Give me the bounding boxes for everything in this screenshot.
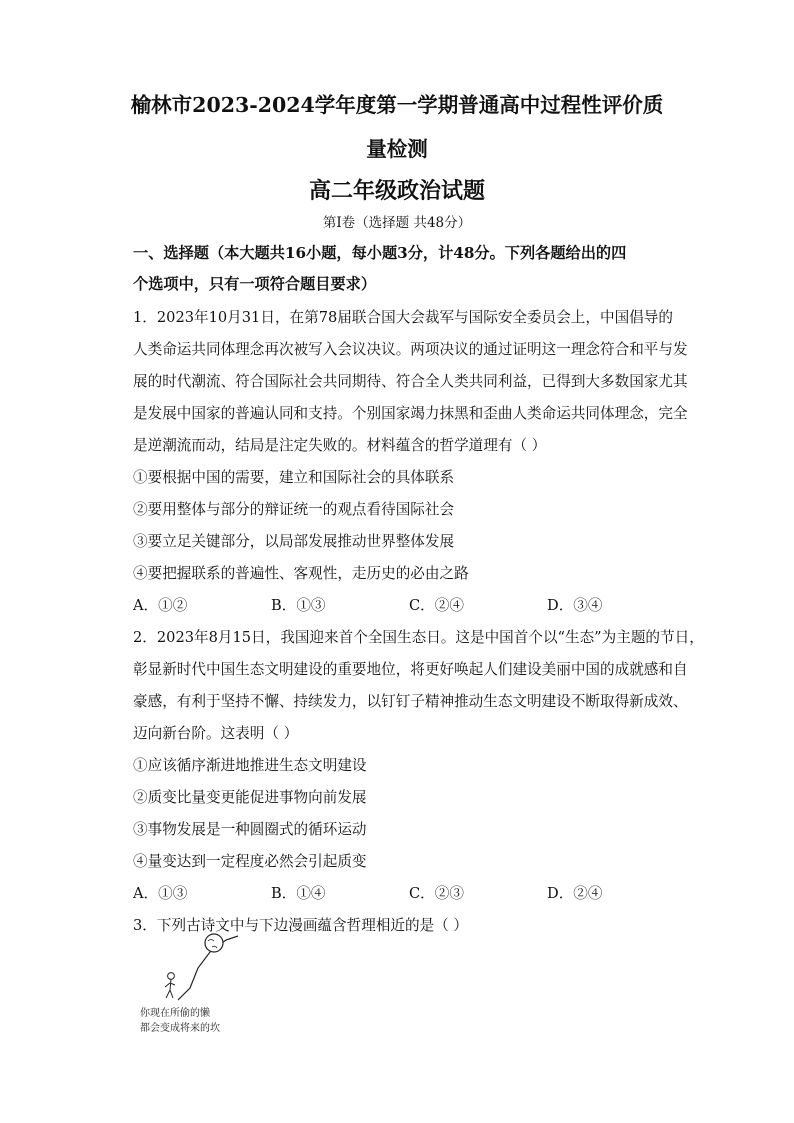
q2-option-c[interactable]: C．②③ xyxy=(409,885,464,902)
q1-item: ②要用整体与部分的辩证统一的观点看待国际社会 xyxy=(133,501,455,518)
q2-option-d[interactable]: D．②④ xyxy=(547,885,603,902)
q1-item: ④要把握联系的普遍性、客观性，走历史的必由之路 xyxy=(133,565,469,582)
q2-option-b[interactable]: B．①④ xyxy=(271,885,326,902)
q3-stem: 3．下列古诗文中与下边漫画蕴含哲理相近的是（ ） xyxy=(133,917,468,934)
instructions-line2: 个选项中，只有一项符合题目要求） xyxy=(133,275,376,293)
q2-stem-line: 迈向新台阶。这表明（ ） xyxy=(133,725,299,742)
q1-stem-line: 1．2023年10月31日，在第78届联合国大会裁军与国际安全委员会上，中国倡导的 xyxy=(133,309,673,326)
instructions-line1: 一、选择题（本大题共16小题，每小题3分，计48分。下列各题给出的四 xyxy=(133,244,627,262)
q1-option-d[interactable]: D．③④ xyxy=(547,597,603,614)
comic-caption-line1: 你现在所偷的懒 xyxy=(140,1008,210,1019)
q1-stem-line: 是逆潮流而动，结局是注定失败的。材料蕴含的哲学道理有（ ） xyxy=(133,437,547,454)
comic-illustration xyxy=(138,928,248,1038)
exam-title-line1: 榆林市2023-2024学年度第一学期普通高中过程性评价质 xyxy=(130,93,664,117)
q1-item: ①要根据中国的需要，建立和国际社会的具体联系 xyxy=(133,469,455,486)
section-note: 第Ⅰ卷（选择题 共48分） xyxy=(322,215,472,231)
q1-stem-line: 人类命运共同体理念再次被写入会议决议。两项决议的通过证明这一理念符合和平与发 xyxy=(133,341,688,358)
q2-stem-line: 彰显新时代中国生态文明建设的重要地位，将更好唤起人们建设美丽中国的成就感和自 xyxy=(133,661,688,678)
person-head xyxy=(168,973,175,980)
q1-stem-line: 是发展中国家的普遍认同和支持。个别国家竭力抹黑和歪曲人类命运共同体理念，完全 xyxy=(133,405,688,422)
boulder xyxy=(205,934,223,952)
exam-title-line2: 量检测 xyxy=(366,137,428,161)
q1-option-c[interactable]: C．②④ xyxy=(409,597,464,614)
comic-caption-line2: 都会变成将来的坎 xyxy=(140,1023,220,1034)
q1-option-a[interactable]: A．①② xyxy=(133,597,188,614)
q2-item: ④量变达到一定程度必然会引起质变 xyxy=(133,853,367,870)
q1-option-b[interactable]: B．①③ xyxy=(271,597,326,614)
q2-item: ①应该循序渐进地推进生态文明建设 xyxy=(133,757,367,774)
exam-subtitle: 高二年级政治试题 xyxy=(308,178,485,204)
q1-item: ③要立足关键部分，以局部发展推动世界整体发展 xyxy=(133,533,455,550)
q2-stem-line: 2．2023年8月15日，我国迎来首个全国生态日。这是中国首个以“生态”为主题的节日， xyxy=(133,629,704,646)
q2-stem-line: 豪感，有利于坚持不懈、持续发力，以钉钉子精神推动生态文明建设不断取得新成效、 xyxy=(133,693,688,710)
q2-item: ③事物发展是一种圆圈式的循环运动 xyxy=(133,821,367,838)
q2-item: ②质变比量变更能促进事物向前发展 xyxy=(133,789,367,806)
q1-stem-line: 展的时代潮流、符合国际社会共同期待、符合全人类共同利益，已得到大多数国家尤其 xyxy=(133,373,688,390)
q2-option-a[interactable]: A．①③ xyxy=(133,885,188,902)
